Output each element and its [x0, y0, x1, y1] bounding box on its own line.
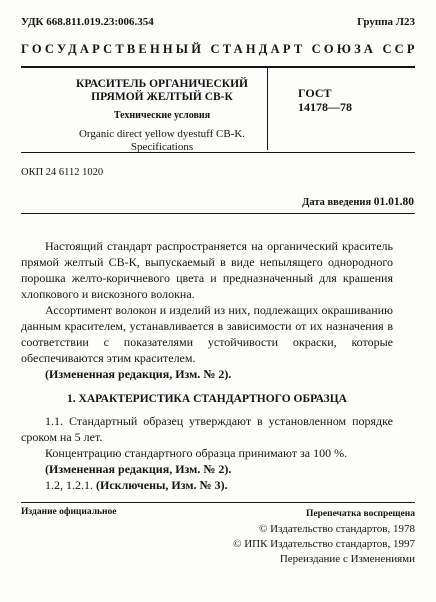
english-title-line-2: Specifications [130, 141, 194, 153]
footer-rule [21, 502, 415, 503]
paragraph-scope: Настоящий стандарт распространяется на органический краситель прямой желтый СВ-К, выпускаемый в виде непылящего однородного порошка желто-коричневого цвета и предназначенный для крашения хлопкового и вискозного волокна. [21, 239, 393, 301]
paragraph-1-2 [21, 477, 393, 493]
reprint-prohibited: Перепечатка воспрещена [305, 509, 415, 519]
title-divider [267, 68, 268, 150]
effective-date [302, 196, 414, 208]
document-title [62, 78, 262, 104]
date-rule [21, 213, 415, 214]
udk-code: УДК 668.811.019.23:006.354 [21, 16, 154, 28]
standard-banner: ГОСУДАРСТВЕННЫЙ СТАНДАРТ СОЮЗА ССР [21, 42, 418, 56]
section-heading: 1. ХАРАКТЕРИСТИКА СТАНДАРТНОГО ОБРАЗЦА [67, 393, 347, 405]
document-body [21, 238, 393, 493]
paragraph-assortment: Ассортимент волокон и изделий из них, подлежащих окрашиванию данным красителем, устанавливается в зависимости от их назначения в соответствии с показателями устойчивости окраски, которые обеспечиваются этим красителем. [21, 303, 393, 365]
gost-id: 14178—78 [298, 100, 352, 114]
group-code: Группа Л23 [357, 16, 415, 28]
effective-date-label: Дата введения [302, 197, 372, 208]
english-title [62, 128, 262, 154]
gost-number [298, 86, 352, 114]
copyright-1997: © ИПК Издательство стандартов, 1997 [233, 538, 415, 550]
effective-date-value: 01.01.80 [373, 196, 414, 208]
title-line-1: КРАСИТЕЛЬ ОРГАНИЧЕСКИЙ [76, 78, 248, 90]
okp-code: ОКП 24 6112 1020 [21, 167, 104, 178]
gost-label: ГОСТ [298, 86, 332, 100]
copyright-1978: © Издательство стандартов, 1978 [259, 523, 415, 535]
title-line-2: ПРЯМОЙ ЖЕЛТЫЙ СВ-К [91, 91, 233, 103]
clause-number: 1.2, 1.2.1. [45, 478, 93, 492]
paragraph-concentration: Концентрацию стандартного образца принимают за 100 %. [45, 446, 348, 460]
title-bottom-rule [21, 152, 415, 153]
english-title-line-1: Organic direct yellow dyestuff CB-K. [78, 128, 246, 140]
amendment-note-1: (Измененная редакция, Изм. № 2). [45, 367, 232, 381]
amendment-note-2: (Измененная редакция, Изм. № 2). [45, 462, 232, 476]
official-edition: Издание официальное [21, 507, 117, 517]
footer-copyright [233, 507, 415, 567]
paragraph-1-1: 1.1. Стандартный образец утверждают в установленном порядке сроком на 5 лет. [21, 414, 393, 444]
excluded-note: (Исключены, Изм. № 3). [96, 478, 228, 492]
top-rule [21, 66, 415, 68]
reissue-note: Переиздание с Изменениями [279, 553, 415, 565]
document-subtitle: Технические условия [113, 110, 211, 121]
